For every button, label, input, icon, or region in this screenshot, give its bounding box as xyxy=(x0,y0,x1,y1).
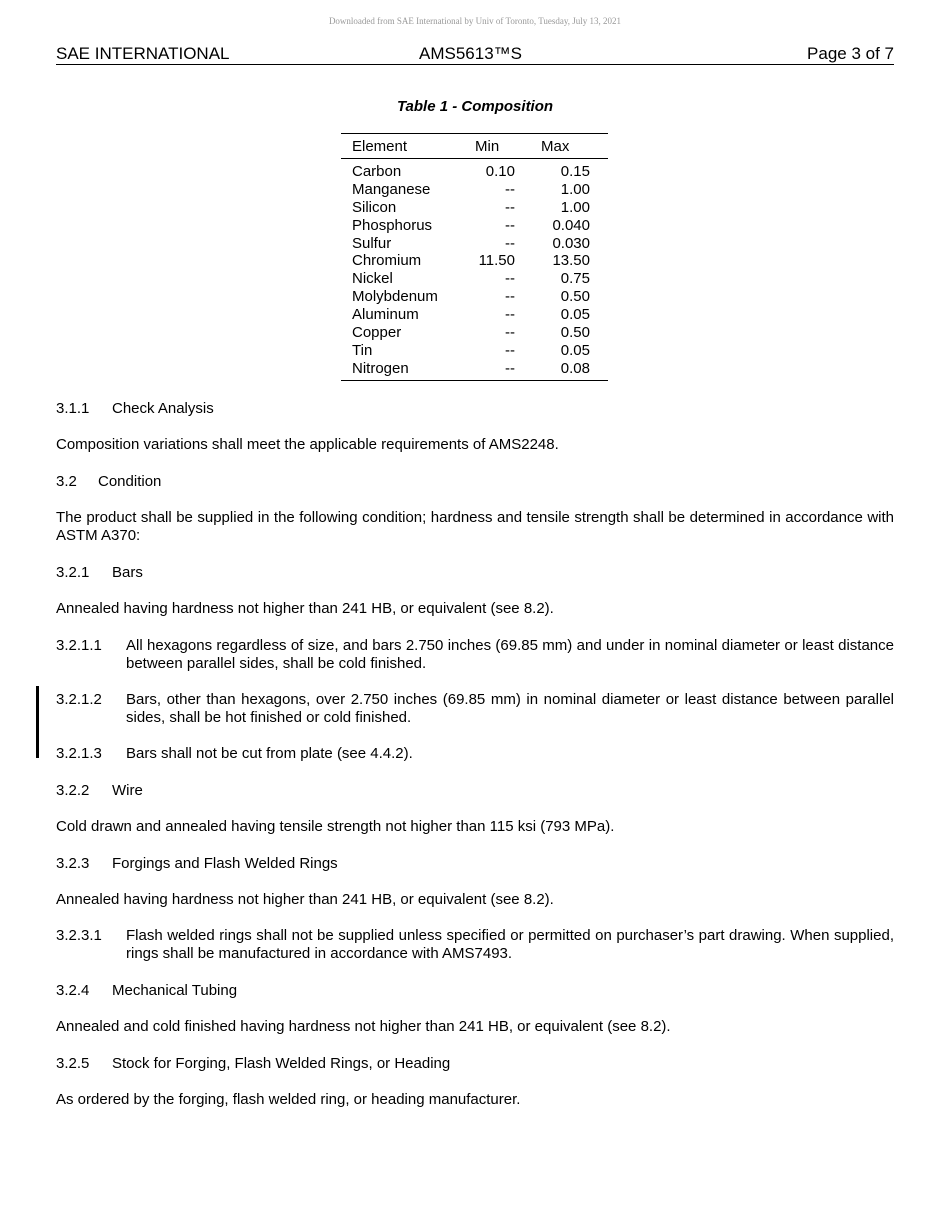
section-title: Stock for Forging, Flash Welded Rings, or Heading xyxy=(112,1055,451,1072)
cell-min: -- xyxy=(505,359,515,377)
section-3-2-2-heading xyxy=(56,782,143,800)
cell-element: Aluminum xyxy=(352,306,419,324)
table-row xyxy=(341,324,608,342)
cell-max: 0.040 xyxy=(552,216,590,234)
table-row xyxy=(341,181,608,199)
section-3-2-4-heading xyxy=(56,982,237,1000)
table-header-row xyxy=(341,134,608,159)
cell-min: -- xyxy=(505,324,515,342)
section-3-2-2-text: Cold drawn and annealed having tensile strength not higher than 115 ksi (793 MPa). xyxy=(56,818,615,835)
section-3-2-heading xyxy=(56,473,161,491)
header-document-id: AMS5613™S xyxy=(419,44,522,63)
cell-max: 0.05 xyxy=(560,306,590,324)
cell-max: 0.05 xyxy=(560,341,590,359)
cell-element: Tin xyxy=(352,341,373,359)
section-3-2-4-text: Annealed and cold finished having hardness not higher than 241 HB, or equivalent (see 8.2). xyxy=(56,1018,671,1035)
cell-max: 0.030 xyxy=(552,234,590,252)
cell-max: 0.15 xyxy=(560,163,590,180)
column-header-min: Min xyxy=(475,138,500,155)
section-number: 3.2.3 xyxy=(56,855,90,872)
section-3-2-text: The product shall be supplied in the following condition; hardness and tensile strength shall be determined in accordance with ASTM A370: xyxy=(56,509,894,544)
table-row xyxy=(341,342,608,360)
table-row xyxy=(341,235,608,253)
cell-max: 0.08 xyxy=(560,359,590,377)
table-row xyxy=(341,163,608,181)
cell-element: Sulfur xyxy=(352,234,392,252)
header-organization: SAE INTERNATIONAL xyxy=(56,44,230,63)
table-row xyxy=(341,306,608,324)
table-row xyxy=(341,217,608,235)
section-3-2-5-heading xyxy=(56,1055,450,1073)
cell-min: -- xyxy=(505,288,515,306)
section-number: 3.2.1.1 xyxy=(56,637,102,654)
section-title: Mechanical Tubing xyxy=(112,982,238,999)
table-row xyxy=(341,270,608,288)
cell-max: 13.50 xyxy=(552,252,590,270)
cell-min: -- xyxy=(505,216,515,234)
section-3-2-5-text: As ordered by the forging, flash welded ring, or heading manufacturer. xyxy=(56,1091,521,1108)
download-notice: Downloaded from SAE International by Univ of Toronto, Tuesday, July 13, 2021 xyxy=(328,16,622,26)
section-3-2-1-2 xyxy=(56,691,894,727)
section-text: Bars, other than hexagons, over 2.750 inches (69.85 mm) in nominal diameter or least distance between parallel sides, shall be hot finished or cold finished. xyxy=(126,691,894,726)
section-3-2-1-3 xyxy=(56,745,894,763)
cell-element: Manganese xyxy=(352,180,431,198)
header-page-number: Page 3 of 7 xyxy=(807,44,894,63)
section-3-2-1-1 xyxy=(56,637,894,673)
section-3-1-1-heading xyxy=(56,400,214,418)
cell-min: 11.50 xyxy=(478,252,515,270)
table-row xyxy=(341,252,608,270)
section-number: 3.2 xyxy=(56,473,77,490)
section-3-2-1-text: Annealed having hardness not higher than 241 HB, or equivalent (see 8.2). xyxy=(56,600,554,617)
section-text: Flash welded rings shall not be supplied unless specified or permitted on purchaser’s part drawing. When supplied, rings shall be manufactured in accordance with AMS7493. xyxy=(126,927,894,962)
table-row xyxy=(341,288,608,306)
cell-element: Nitrogen xyxy=(352,359,409,377)
cell-element: Nickel xyxy=(352,270,393,288)
cell-element: Chromium xyxy=(352,252,422,270)
cell-max: 0.50 xyxy=(560,324,590,342)
section-number: 3.2.1.3 xyxy=(56,745,102,762)
column-header-element: Element xyxy=(352,138,408,155)
section-title: Check Analysis xyxy=(112,400,214,417)
cell-min: -- xyxy=(505,180,515,198)
section-3-2-3-heading xyxy=(56,855,338,873)
column-header-max: Max xyxy=(541,138,570,155)
cell-max: 0.75 xyxy=(560,270,590,288)
section-number: 3.2.1.2 xyxy=(56,691,102,708)
composition-table xyxy=(341,133,608,381)
section-number: 3.2.1 xyxy=(56,564,90,581)
cell-min: -- xyxy=(505,341,515,359)
section-3-2-1-heading xyxy=(56,564,143,582)
table-row xyxy=(341,199,608,217)
section-3-2-3-text: Annealed having hardness not higher than 241 HB, or equivalent (see 8.2). xyxy=(56,891,554,908)
section-title: Bars xyxy=(112,564,143,581)
cell-min: -- xyxy=(505,306,515,324)
section-number: 3.2.2 xyxy=(56,782,90,799)
table-caption: Table 1 - Composition xyxy=(396,98,554,115)
section-text: Bars shall not be cut from plate (see 4.4.2). xyxy=(126,745,413,762)
table-body xyxy=(341,159,608,380)
cell-max: 1.00 xyxy=(560,198,590,216)
cell-element: Carbon xyxy=(352,163,402,180)
page-header xyxy=(56,44,894,65)
cell-element: Molybdenum xyxy=(352,288,438,306)
section-number: 3.2.4 xyxy=(56,982,90,999)
section-3-1-1-text: Composition variations shall meet the applicable requirements of AMS2248. xyxy=(56,436,559,453)
table-row xyxy=(341,360,608,378)
section-title: Condition xyxy=(98,473,162,490)
section-number: 3.2.3.1 xyxy=(56,927,102,944)
section-number: 3.2.5 xyxy=(56,1055,90,1072)
cell-min: 0.10 xyxy=(485,163,515,180)
cell-min: -- xyxy=(505,234,515,252)
section-title: Wire xyxy=(112,782,143,799)
revision-change-bar xyxy=(36,686,39,758)
section-3-2-3-1 xyxy=(56,927,894,963)
section-text: All hexagons regardless of size, and bars 2.750 inches (69.85 mm) and under in nominal diameter or least distance between parallel sides, shall be cold finished. xyxy=(126,637,894,672)
cell-element: Silicon xyxy=(352,198,397,216)
section-number: 3.1.1 xyxy=(56,400,90,417)
cell-element: Copper xyxy=(352,324,402,342)
cell-max: 0.50 xyxy=(560,288,590,306)
cell-min: -- xyxy=(505,198,515,216)
cell-element: Phosphorus xyxy=(352,216,433,234)
cell-max: 1.00 xyxy=(560,180,590,198)
section-title: Forgings and Flash Welded Rings xyxy=(112,855,338,872)
cell-min: -- xyxy=(505,270,515,288)
